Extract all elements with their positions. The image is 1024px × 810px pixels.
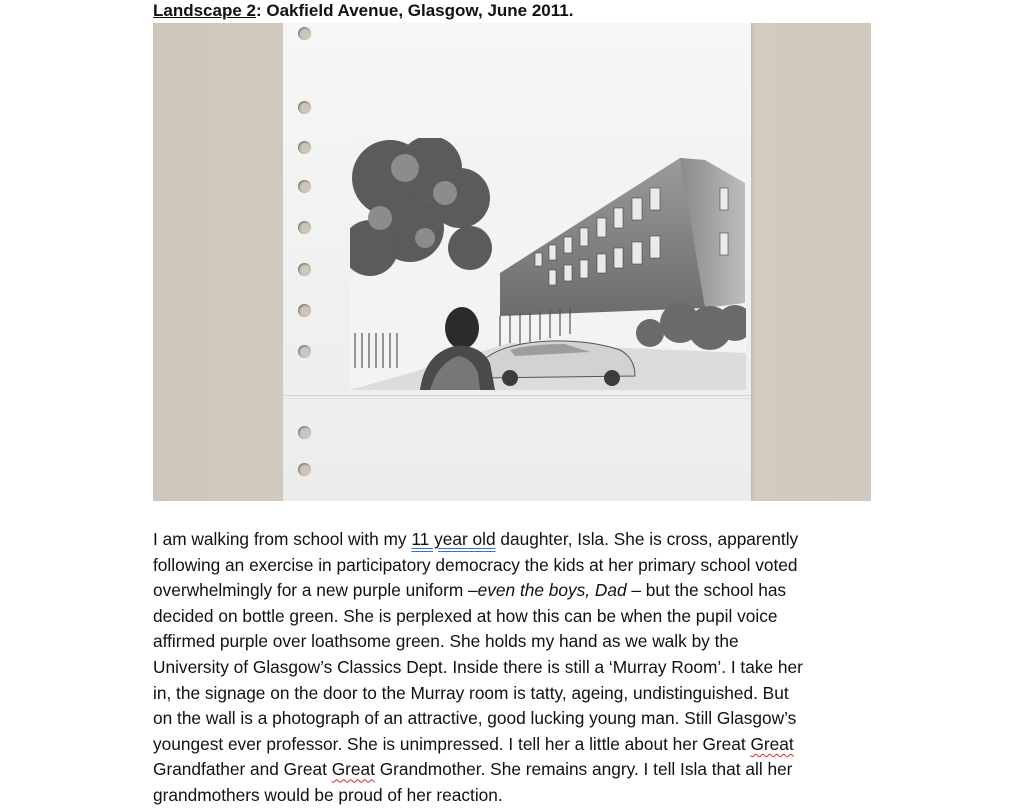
text-line: following an exercise in participatory democracy the kids at her primary school voted <box>153 554 798 575</box>
perforation-hole <box>298 101 311 114</box>
text-run: – but the school has <box>626 580 787 601</box>
text-line: University of Glasgow’s Classics Dept. Inside there is still a ‘Murray Room’. I take her <box>153 656 803 677</box>
perforation-hole <box>298 463 311 476</box>
text-run: overwhelmingly for a new purple uniform – <box>153 580 478 601</box>
text-line: decided on bottle green. She is perplexed at how this can be when the pupil voice <box>153 605 778 626</box>
perforation-hole <box>298 304 311 317</box>
perforation-hole <box>298 426 311 439</box>
caption-label: Landscape 2 <box>153 1 256 20</box>
figure-caption-heading <box>153 0 573 22</box>
caption-text: : Oakfield Avenue, Glasgow, June 2011. <box>256 1 574 20</box>
text-line <box>153 732 883 758</box>
text-run: Grandfather and Great <box>153 759 332 780</box>
text-line: on the wall is a photograph of an attractive, good lucking young man. Still Glasgow’s <box>153 708 797 729</box>
grammar-flagged-phrase[interactable]: 11 year old <box>411 529 496 549</box>
italic-quote: even the boys, Dad <box>477 580 627 601</box>
perforation-hole <box>298 345 311 358</box>
text-line: grandmothers would be proud of her reaction. <box>153 784 503 805</box>
text-run: youngest ever professor. She is unimpressed. I tell her a little about her Great <box>153 733 751 754</box>
spelling-flagged-word[interactable]: Great <box>750 733 794 754</box>
text-run: daughter, Isla. She is cross, apparently <box>495 529 799 549</box>
body-paragraph <box>153 527 883 809</box>
perforation-hole <box>298 141 311 154</box>
perforation-hole <box>298 263 311 276</box>
perforation-hole <box>298 27 311 40</box>
perforation-hole <box>298 221 311 234</box>
text-run: Grandmother. She remains angry. I tell Isla that all her <box>374 759 793 780</box>
page-fold <box>283 398 751 399</box>
spelling-flagged-word[interactable]: Great <box>331 759 375 780</box>
text-line <box>153 757 883 783</box>
photograph <box>153 23 871 501</box>
text-line: affirmed purple over loathsome green. She holds my hand as we walk by the <box>153 631 739 652</box>
pencil-sketch-street-scene <box>350 138 746 390</box>
page-fold <box>283 395 751 396</box>
text-line: in, the signage on the door to the Murray room is tatty, ageing, undistinguished. But <box>153 682 789 703</box>
text-line <box>153 527 883 553</box>
text-run: I am walking from school with my <box>153 529 412 549</box>
perforation-hole <box>298 180 311 193</box>
text-line <box>153 578 883 604</box>
